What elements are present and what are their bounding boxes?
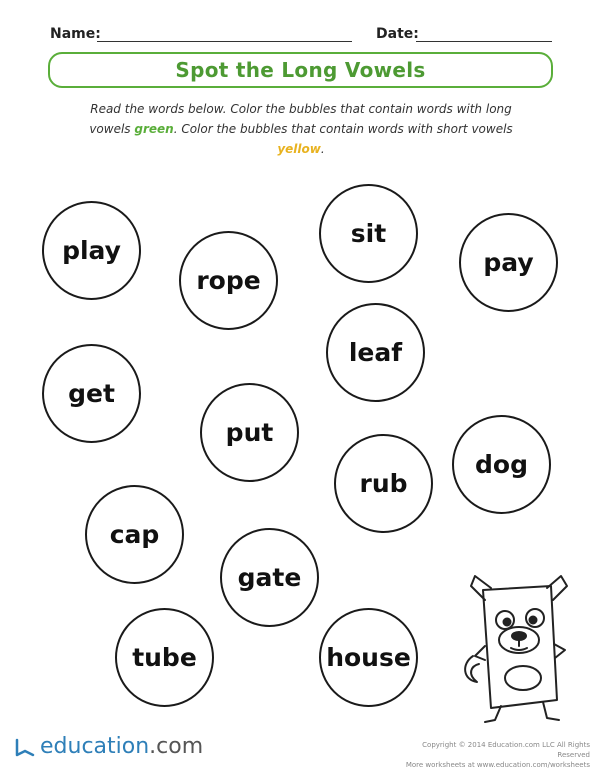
- word-label: tube: [132, 643, 197, 672]
- word-bubble-put[interactable]: [200, 383, 299, 482]
- instructions-green-word: green: [134, 122, 174, 136]
- word-label: sit: [350, 219, 387, 248]
- word-bubble-rope[interactable]: [179, 231, 278, 330]
- copyright: [390, 740, 590, 770]
- word-bubble-gate[interactable]: [220, 528, 319, 627]
- word-label: play: [62, 236, 121, 265]
- copyright-line-1: Copyright © 2014 Education.com LLC All Rights Reserved: [422, 741, 590, 759]
- page-title: Spot the Long Vowels: [175, 58, 426, 82]
- word-bubble-rub[interactable]: [334, 434, 433, 533]
- word-bubble-pay[interactable]: [459, 213, 558, 312]
- logo-text: [40, 734, 203, 759]
- word-bubble-leaf[interactable]: [326, 303, 425, 402]
- instructions-yellow-word: yellow: [277, 142, 321, 156]
- word-bubble-cap[interactable]: [85, 485, 184, 584]
- date-label: Date:: [376, 26, 419, 42]
- instructions-text-1: Read the words below. Color the bubbles that contain words with long vowels: [89, 102, 512, 136]
- dog-character-illustration: [455, 568, 580, 733]
- book-logo-icon: [14, 736, 40, 758]
- word-bubble-tube[interactable]: [115, 608, 214, 707]
- name-line[interactable]: [97, 41, 352, 42]
- date-line[interactable]: [416, 41, 552, 42]
- copyright-line-2: More worksheets at www.education.com/worksheets: [405, 761, 590, 769]
- word-label: gate: [237, 563, 302, 592]
- logo-main: education: [40, 734, 150, 759]
- word-bubble-dog[interactable]: [452, 415, 551, 514]
- word-label: cap: [109, 520, 160, 549]
- instructions-text-3: .: [320, 142, 325, 156]
- word-label: pay: [483, 248, 534, 277]
- title-box: [48, 52, 553, 88]
- word-bubble-house[interactable]: [319, 608, 418, 707]
- name-label: Name:: [50, 26, 101, 42]
- logo-suffix: .com: [149, 734, 204, 759]
- word-label: rub: [359, 469, 408, 498]
- instructions: [70, 99, 532, 159]
- word-label: house: [326, 643, 411, 672]
- word-label: leaf: [348, 338, 403, 367]
- word-label: dog: [475, 450, 528, 479]
- instructions-text-2: . Color the bubbles that contain words with short vowels: [173, 122, 513, 136]
- word-bubble-play[interactable]: [42, 201, 141, 300]
- word-label: rope: [196, 266, 261, 295]
- word-bubble-get[interactable]: [42, 344, 141, 443]
- word-bubble-sit[interactable]: [319, 184, 418, 283]
- word-label: get: [68, 379, 115, 408]
- education-logo[interactable]: [14, 734, 203, 759]
- word-label: put: [225, 418, 274, 447]
